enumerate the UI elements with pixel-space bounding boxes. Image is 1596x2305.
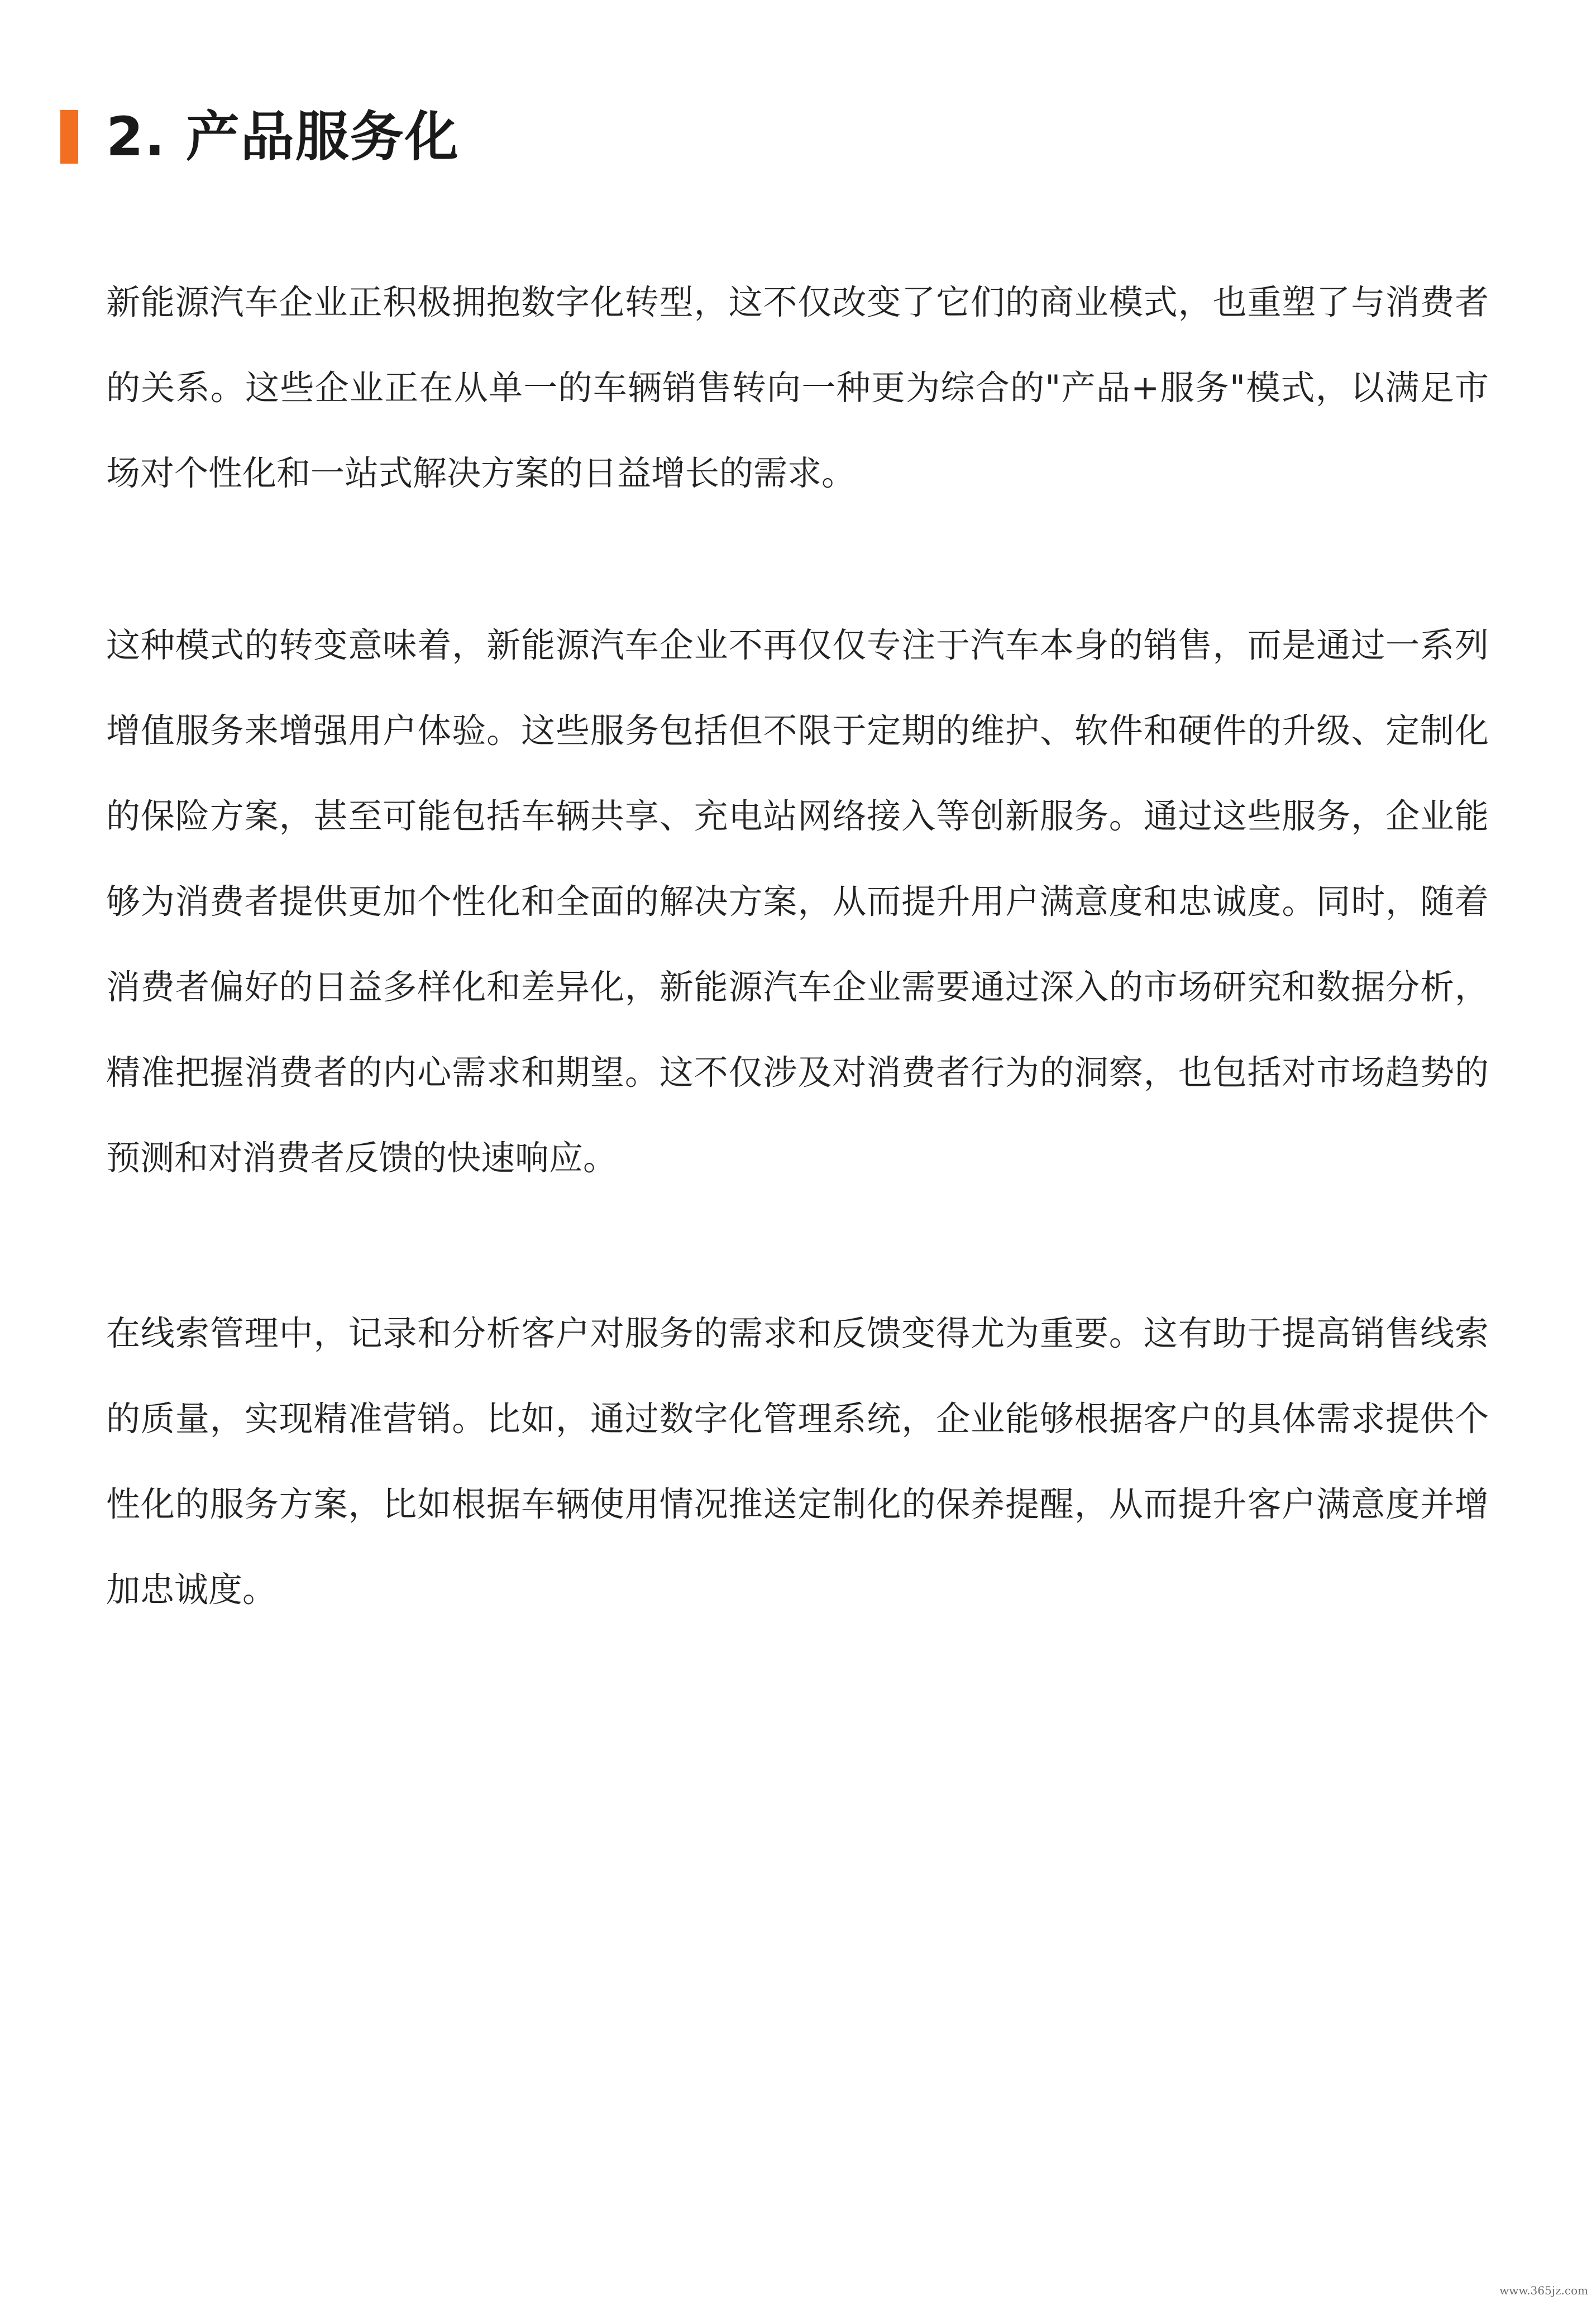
site-watermark: www.365jz.com xyxy=(1499,2284,1588,2297)
paragraph-2: 这种模式的转变意味着，新能源汽车企业不再仅仅专注于汽车本身的销售，而是通过一系列增值服务来增强用户体验。这些服务包括但不限于定期的维护、软件和硬件的升级、定制化的保险方案，甚至可能包括车辆共享、充电站网络接入等创新服务。通过这些服务，企业能够为消费者提供更加个性化和全面的解决方案，从而提升用户满意度和忠诚度。同时，随着消费者偏好的日益多样化和差异化，新能源汽车企业需要通过深入的市场研究和数据分析，精准把握消费者的内心需求和期望。这不仅涉及对消费者行为的洞察，也包括对市场趋势的预测和对消费者反馈的快速响应。 xyxy=(106,626,1489,1178)
paragraph-1: 新能源汽车企业正积极拥抱数字化转型，这不仅改变了它们的商业模式，也重塑了与消费者的关系。这些企业正在从单一的车辆销售转向一种更为综合的"产品+服务"模式，以满足市场对个性化和一站式解决方案的日益增长的需求。 xyxy=(106,283,1489,493)
paragraph-3: 在线索管理中，记录和分析客户对服务的需求和反馈变得尤为重要。这有助于提高销售线索的质量，实现精准营销。比如，通过数字化管理系统，企业能够根据客户的具体需求提供个性化的服务方案，比如根据车辆使用情况推送定制化的保养提醒，从而提升客户满意度并增加忠诚度。 xyxy=(106,1314,1489,1610)
section-heading xyxy=(60,101,460,173)
section-title: 2. 产品服务化 xyxy=(106,106,460,168)
heading-accent-bar xyxy=(60,110,78,164)
